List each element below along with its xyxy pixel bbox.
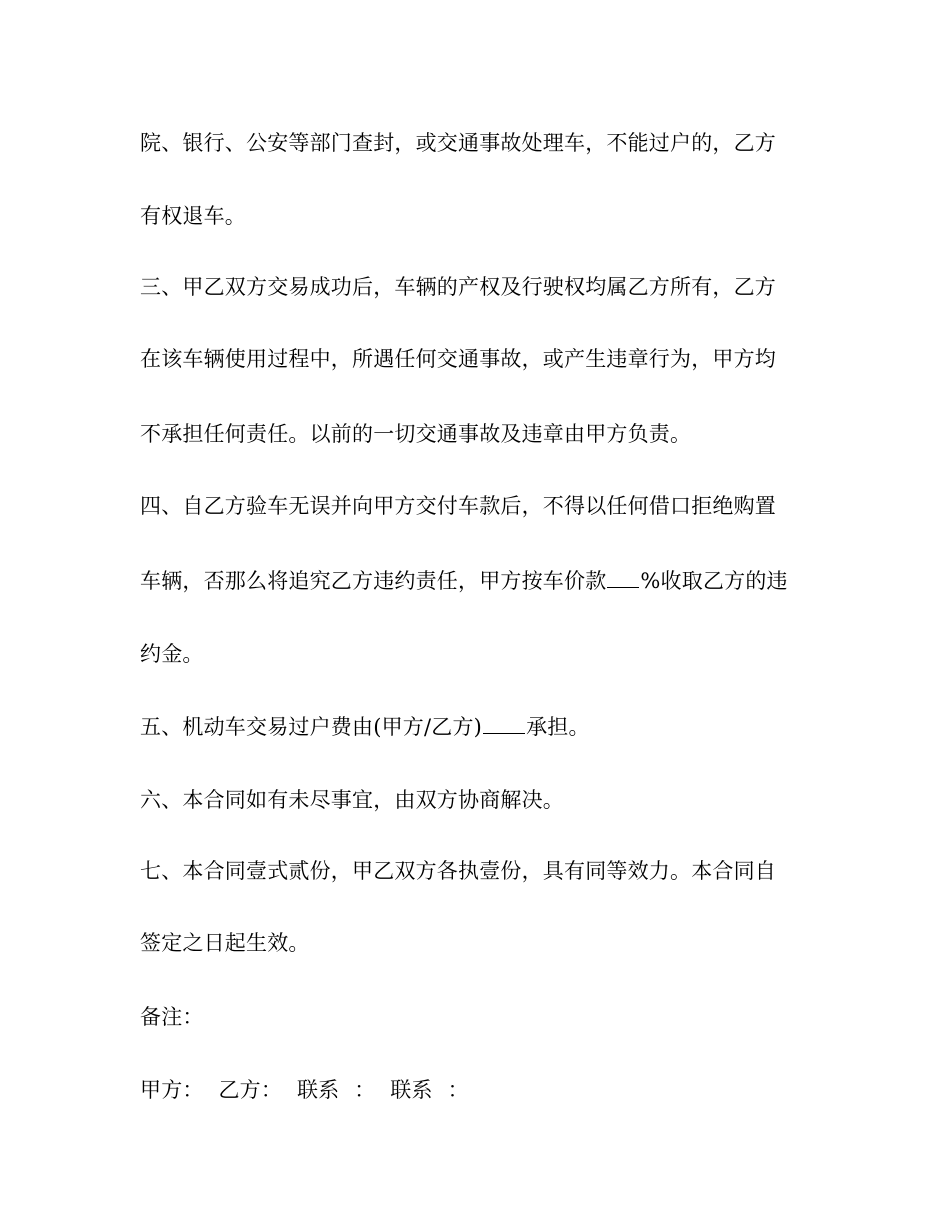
paragraph-line: 在该车辆使用过程中，所遇任何交通事故，或产生违章行为，甲方均 [140, 347, 776, 371]
clause-four-line: 四、自乙方验车无误并向甲方交付车款后，不得以任何借口拒绝购置 [140, 494, 776, 518]
transfer-fee-party-blank[interactable] [483, 715, 525, 734]
transfer-fee-text-after: 承担。 [526, 715, 590, 739]
penalty-text-after: %收取乙方的违 [640, 569, 788, 593]
paragraph-line: 签定之日起生效。 [140, 931, 310, 955]
signature-line: 甲方： 乙方： 联系 ： 联系 ： [140, 1078, 469, 1102]
paragraph-line: 有权退车。 [140, 204, 246, 228]
transfer-fee-text-before: 五、机动车交易过户费由(甲方/乙方) [140, 715, 483, 739]
clause-four-penalty-line [140, 567, 820, 595]
penalty-text-before: 车辆，否那么将追究乙方违约责任，甲方按车价款 [140, 569, 607, 593]
remarks-label: 备注： [140, 1005, 204, 1029]
clause-three-line: 三、甲乙双方交易成功后，车辆的产权及行驶权均属乙方所有，乙方 [140, 275, 776, 299]
clause-seven-line: 七、本合同壹式贰份，甲乙双方各执壹份，具有同等效力。本合同自 [140, 859, 776, 883]
paragraph-line: 院、银行、公安等部门查封，或交通事故处理车，不能过户的，乙方 [140, 131, 776, 155]
penalty-percent-blank[interactable] [607, 569, 639, 588]
paragraph-line: 不承担任何责任。以前的一切交通事故及违章由甲方负责。 [140, 422, 692, 446]
paragraph-line: 约金。 [140, 642, 204, 666]
clause-five-line [140, 713, 820, 741]
clause-six-line: 六、本合同如有未尽事宜，由双方协商解决。 [140, 788, 564, 812]
